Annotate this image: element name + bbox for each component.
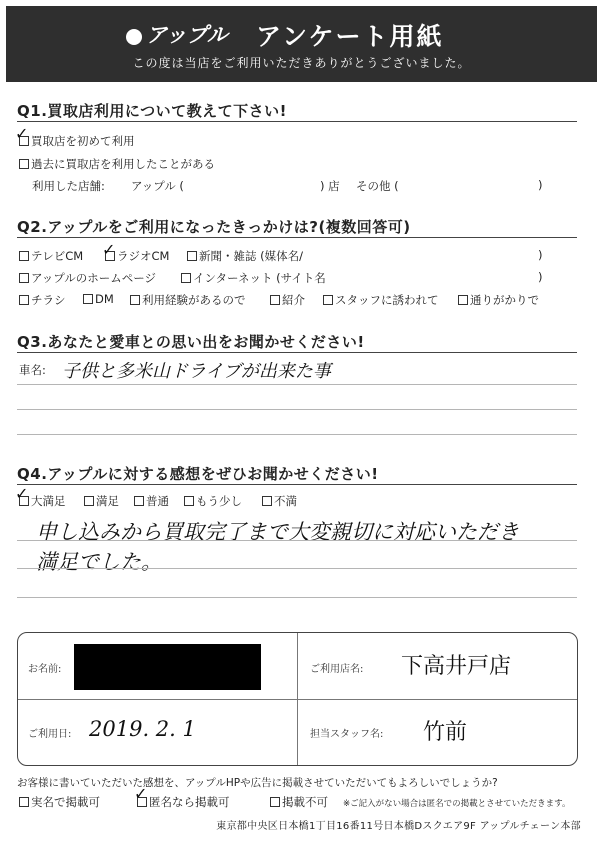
q1-option-first-time[interactable]: 買取店を初めて利用 bbox=[19, 133, 135, 149]
q2-option-dm[interactable]: DM bbox=[83, 292, 114, 306]
q2-option-newspaper[interactable]: 新聞・雑誌 (媒体名/ bbox=[187, 248, 303, 264]
q3-handwritten-answer: 子供と多米山ドライブが出来た事 bbox=[62, 361, 331, 382]
staff-label: 担当スタッフ名: bbox=[310, 729, 384, 740]
form-title: アンケート用紙 bbox=[256, 22, 444, 51]
q2-option-referral[interactable]: 紹介 bbox=[270, 292, 305, 308]
q1-other: その他 ( bbox=[356, 179, 399, 193]
q1-close: ) bbox=[538, 178, 543, 192]
q2-option-radio[interactable]: ラジオCM bbox=[105, 248, 169, 264]
q2-option-experience[interactable]: 利用経験があるので bbox=[130, 292, 246, 308]
form-header bbox=[6, 6, 597, 82]
consent-option-no[interactable]: 掲載不可 bbox=[270, 794, 328, 810]
answer-line bbox=[17, 434, 577, 435]
q4-option-very-satisfied[interactable]: 大満足 bbox=[19, 493, 66, 509]
q4-handwritten-line1: 申し込みから買取完了まで大変親切に対応いただき bbox=[36, 520, 519, 544]
checkbox[interactable] bbox=[19, 295, 29, 305]
checkbox[interactable] bbox=[323, 295, 333, 305]
q4-option-normal[interactable]: 普通 bbox=[134, 493, 169, 509]
answer-line bbox=[17, 568, 577, 569]
q2-option-internet[interactable]: インターネット (サイト名 bbox=[181, 270, 326, 286]
staff-value: 竹前 bbox=[423, 720, 468, 745]
consent-question: お客様に書いていただいた感想を、アップルHPや広告に掲載させていただいてもよろしいでしょうか? bbox=[17, 777, 498, 789]
checkbox[interactable] bbox=[270, 295, 280, 305]
q4-option-unsatisfied[interactable]: 不満 bbox=[262, 493, 297, 509]
answer-line bbox=[17, 384, 577, 385]
q4-divider bbox=[17, 484, 577, 485]
checkbox[interactable] bbox=[19, 251, 29, 261]
q4-option-so-so[interactable]: もう少し bbox=[184, 493, 242, 509]
checkbox[interactable] bbox=[19, 273, 29, 283]
check-mark-icon: ✓ bbox=[102, 240, 116, 259]
checkbox[interactable] bbox=[181, 273, 191, 283]
q1-store-apple: アップル ( bbox=[131, 179, 184, 193]
form-subtitle: この度は当店をご利用いただきありがとうございました。 bbox=[132, 56, 471, 70]
q3-title: Q3.あなたと愛車との思い出をお聞かせください! bbox=[17, 333, 365, 351]
q2-option-flyer[interactable]: チラシ bbox=[19, 292, 66, 308]
checkbox[interactable] bbox=[130, 295, 140, 305]
q1-store-suffix: ) 店 bbox=[320, 179, 340, 193]
brand-logo bbox=[126, 19, 228, 49]
consent-option-anonymous[interactable]: 匿名なら掲載可 bbox=[137, 794, 230, 810]
apple-logo-icon bbox=[126, 29, 142, 45]
check-mark-icon: ✓ bbox=[15, 484, 29, 503]
consent-option-real-name[interactable]: 実名で掲載可 bbox=[19, 794, 100, 810]
answer-line bbox=[17, 597, 577, 598]
q4-title: Q4.アップルに対する感想をぜひお聞かせください! bbox=[17, 465, 379, 483]
checkbox[interactable] bbox=[19, 159, 29, 169]
redacted-name bbox=[74, 644, 261, 690]
store-label: ご利用店名: bbox=[310, 664, 364, 675]
q1-title: Q1.買取店利用について教えて下さい! bbox=[17, 102, 287, 120]
answer-line bbox=[17, 540, 577, 541]
panel-divider-horizontal bbox=[18, 699, 577, 700]
check-mark-icon: ✓ bbox=[134, 784, 148, 803]
checkbox[interactable] bbox=[184, 496, 194, 506]
q2-close-1: ) bbox=[538, 248, 543, 262]
q3-car-label: 車名: bbox=[19, 363, 46, 377]
checkbox[interactable] bbox=[458, 295, 468, 305]
q2-divider bbox=[17, 237, 577, 238]
customer-info-panel bbox=[17, 632, 578, 766]
answer-line bbox=[17, 409, 577, 410]
q1-store-label: 利用した店舗: bbox=[32, 179, 105, 193]
checkbox[interactable] bbox=[84, 496, 94, 506]
checkbox[interactable] bbox=[187, 251, 197, 261]
check-mark-icon: ✓ bbox=[15, 124, 29, 143]
q2-option-passing[interactable]: 通りがかりで bbox=[458, 292, 539, 308]
date-label: ご利用日: bbox=[28, 729, 72, 740]
consent-note: ※ご記入がない場合は匿名での掲載とさせていただきます。 bbox=[343, 799, 571, 809]
footer-address: 東京都中央区日本橋1丁目16番11号日本橋Dスクエア9F アップルチェーン本部 bbox=[216, 821, 581, 832]
q2-close-2: ) bbox=[538, 270, 543, 284]
checkbox[interactable] bbox=[262, 496, 272, 506]
q2-title: Q2.アップルをご利用になったきっかけは?(複数回答可) bbox=[17, 218, 411, 236]
q3-divider bbox=[17, 352, 577, 353]
q2-option-homepage[interactable]: アップルのホームページ bbox=[19, 270, 156, 286]
q2-option-staff[interactable]: スタッフに誘われて bbox=[323, 292, 439, 308]
date-value: 2019. 2. 1 bbox=[89, 717, 196, 741]
q4-handwritten-line2: 満足でした。 bbox=[36, 550, 162, 574]
q1-divider bbox=[17, 121, 577, 122]
store-value: 下高井戸店 bbox=[401, 654, 512, 679]
checkbox[interactable] bbox=[134, 496, 144, 506]
checkbox[interactable] bbox=[19, 797, 29, 807]
brand-name: アップル bbox=[146, 22, 228, 47]
checkbox[interactable] bbox=[270, 797, 280, 807]
name-label: お名前: bbox=[28, 664, 62, 675]
q4-option-satisfied[interactable]: 満足 bbox=[84, 493, 119, 509]
q2-option-tv[interactable]: テレビCM bbox=[19, 248, 83, 264]
checkbox[interactable] bbox=[83, 294, 93, 304]
q1-option-before[interactable]: 過去に買取店を利用したことがある bbox=[19, 156, 215, 172]
